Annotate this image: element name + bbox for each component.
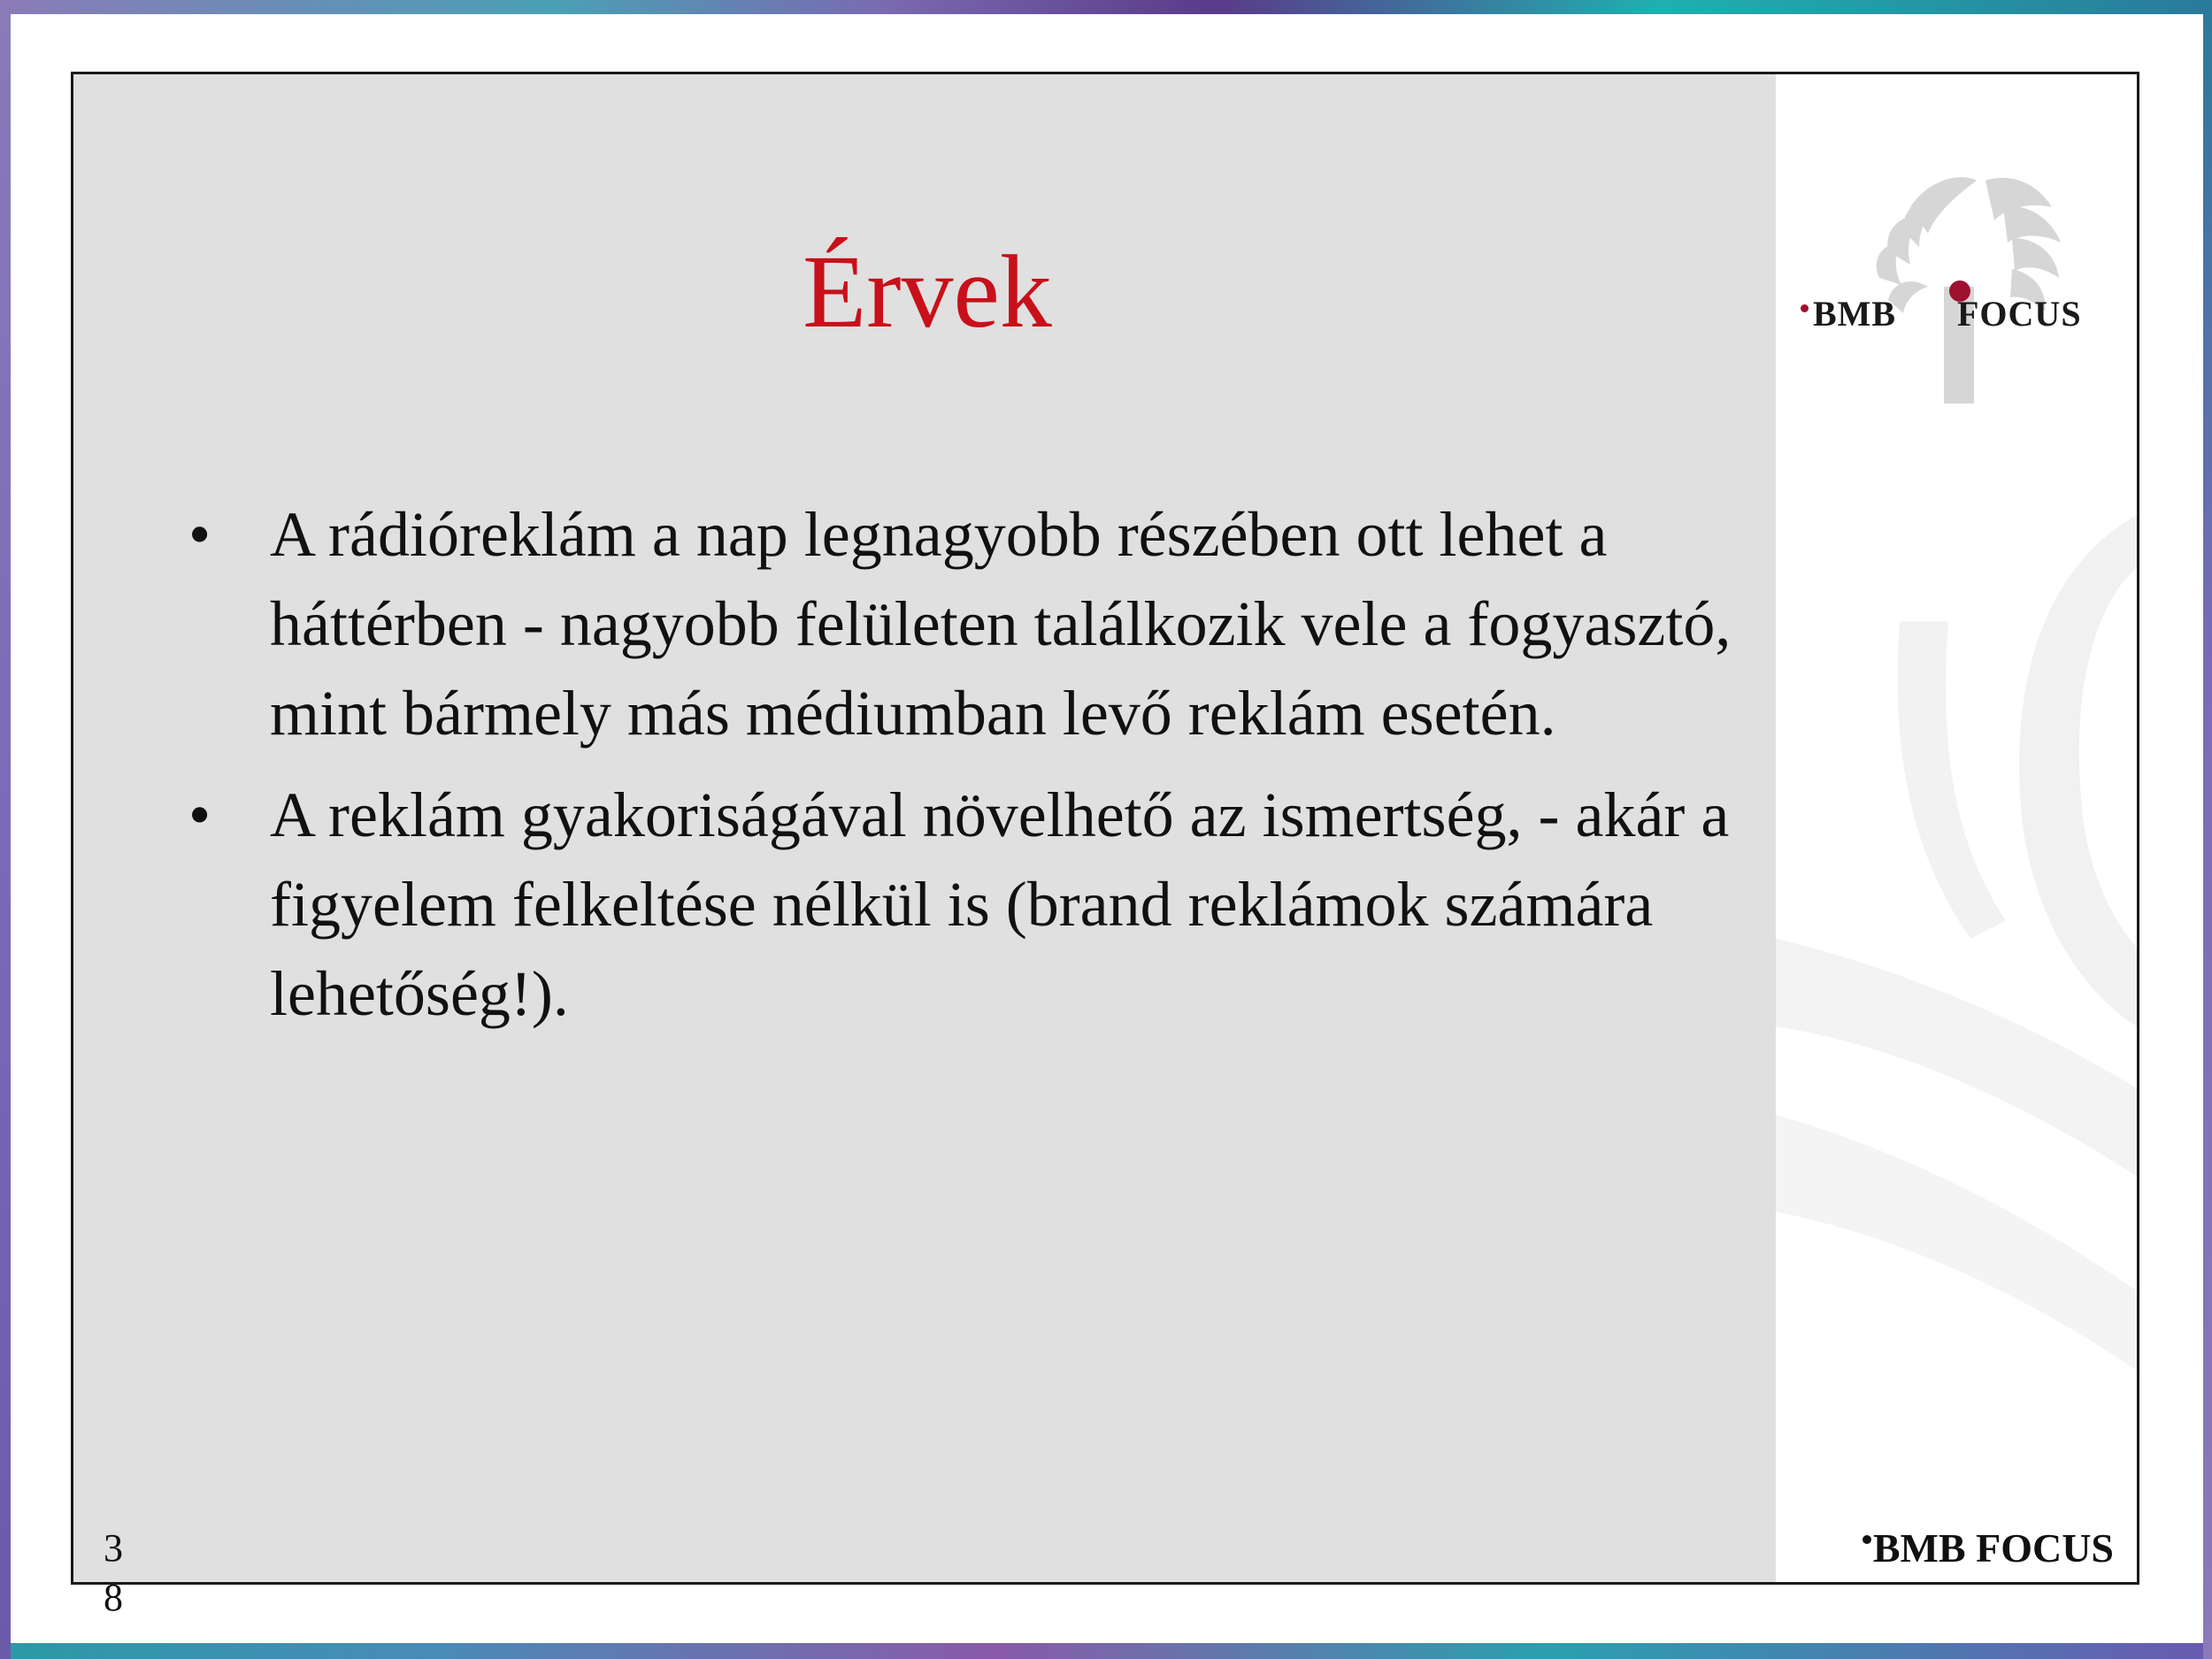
- bullet-text: A reklám gyakoriságával növelhető az ismertség, - akár a figyelem felkeltése nélkül is (brand reklámok számára lehetőség!).: [270, 780, 1730, 1029]
- page-number-line-2: 8: [104, 1576, 123, 1619]
- logo-dot-icon: [1801, 304, 1809, 312]
- logo-sidebar: [1776, 74, 2137, 1582]
- bullet-marker: •: [188, 499, 211, 570]
- logo-brand-left: BMB: [1813, 294, 1897, 334]
- bullet-text: A rádióreklám a nap legnagyobb részében ott lehet a háttérben - nagyobb felületen találkozik vele a fogyasztó, mint bármely más médiumban levő reklám esetén.: [270, 499, 1732, 749]
- page-number-line-1: 3: [104, 1526, 123, 1570]
- bmb-focus-logo-icon: [1795, 145, 2123, 411]
- bullet-item: [188, 490, 1808, 758]
- slide-title: Érvek: [803, 234, 1052, 349]
- bullet-item: [188, 771, 1808, 1039]
- decorative-border-left: [0, 0, 11, 1659]
- footer-logo-text: BMB FOCUS: [1872, 1525, 2114, 1571]
- bullet-marker: •: [188, 780, 211, 850]
- footer-logo-dot-icon: [1863, 1535, 1871, 1544]
- decorative-border-bottom: [0, 1643, 2212, 1659]
- decorative-border-top: [0, 0, 2212, 14]
- bullet-list: [188, 490, 1808, 1051]
- logo-brand-right: FOCUS: [1957, 294, 2082, 334]
- slide-frame: [71, 72, 2139, 1585]
- decorative-border-right: [2203, 0, 2212, 1659]
- page-number: [100, 1524, 127, 1623]
- footer-logo: [1863, 1525, 2114, 1571]
